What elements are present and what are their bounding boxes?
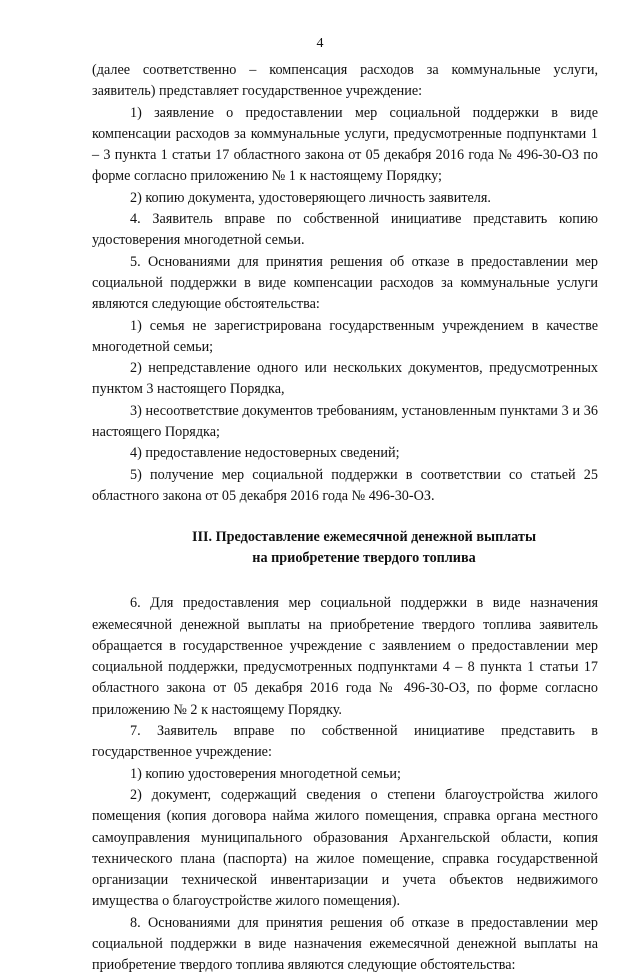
paragraph: 1) семья не зарегистрирована государственным учреждением в качестве многодетной семьи;	[92, 317, 598, 355]
paragraph: 2) копию документа, удостоверяющего личность заявителя.	[130, 189, 491, 206]
paragraph: 1) копию удостоверения многодетной семьи;	[130, 765, 401, 782]
paragraph: (далее соответственно – компенсация расходов за коммунальные услуги, заявитель) представляет государственное учреждение:	[92, 62, 598, 100]
paragraph: 2) документ, содержащий сведения о степени благоустройства жилого помещения (копия договора найма жилого помещения, справка органа местного самоуправления муниципального образования Архангельской области, копия технического плана (паспорта) на жилое помещение, справка государственной организации технической инвентаризации и учета объектов недвижимого имущества о благоустройстве жилого помещения).	[92, 786, 598, 910]
paragraphs-bottom	[92, 593, 598, 976]
page-number: 4	[316, 36, 324, 51]
section-title	[92, 527, 598, 569]
paragraph: 2) непредставление одного или нескольких документов, предусмотренных пунктом 3 настоящего Порядка,	[92, 360, 598, 398]
paragraph: 1) заявление о предоставлении мер социальной поддержки в виде компенсации расходов за коммунальные услуги, предусмотренные подпунктами 1 – 3 пункта 1 статьи 17 областного закона от 05 декабря 2016 года № 496-30-ОЗ по форме согласно приложению № 1 к настоящему Порядку;	[92, 104, 598, 185]
paragraph: 4) предоставление недостоверных сведений;	[130, 445, 400, 462]
paragraph: 7. Заявитель вправе по собственной инициативе представить в государственное учреждение:	[92, 723, 598, 761]
section-title-line-2: на приобретение твердого топлива	[252, 550, 476, 567]
paragraph: 5. Основаниями для принятия решения об отказе в предоставлении мер социальной поддержки в виде компенсации расходов за коммунальные услуги являются следующие обстоятельства:	[92, 253, 598, 313]
paragraph: 5) получение мер социальной поддержки в соответствии со статьей 25 областного закона от 05 декабря 2016 года № 496-30-ОЗ.	[92, 466, 598, 504]
section-title-line-1: III. Предоставление ежемесячной денежной выплаты	[191, 529, 537, 546]
paragraph: 8. Основаниями для принятия решения об отказе в предоставлении мер социальной поддержки в виде назначения ежемесячной денежной выплаты на приобретение твердого топлива являются следующие обстоятельства:	[92, 914, 598, 974]
paragraph: 6. Для предоставления мер социальной поддержки в виде назначения ежемесячной денежной выплаты на приобретение твердого топлива заявитель обращается в государственное учреждение с заявлением о предоставлении мер социальной поддержки, предусмотренных подпунктами 4 – 8 пункта 1 статьи 17 областного закона от 05 декабря 2016 года № 496-30-ОЗ, по форме согласно приложению № 2 к настоящему Порядку.	[92, 595, 598, 718]
paragraph: 4. Заявитель вправе по собственной инициативе представить копию удостоверения многодетной семьи.	[92, 211, 598, 249]
paragraph: 3) несоответствие документов требованиям, установленным пунктами 3 и 36 настоящего Порядка;	[92, 402, 598, 441]
document-body	[92, 60, 598, 977]
paragraphs-top	[92, 60, 598, 507]
